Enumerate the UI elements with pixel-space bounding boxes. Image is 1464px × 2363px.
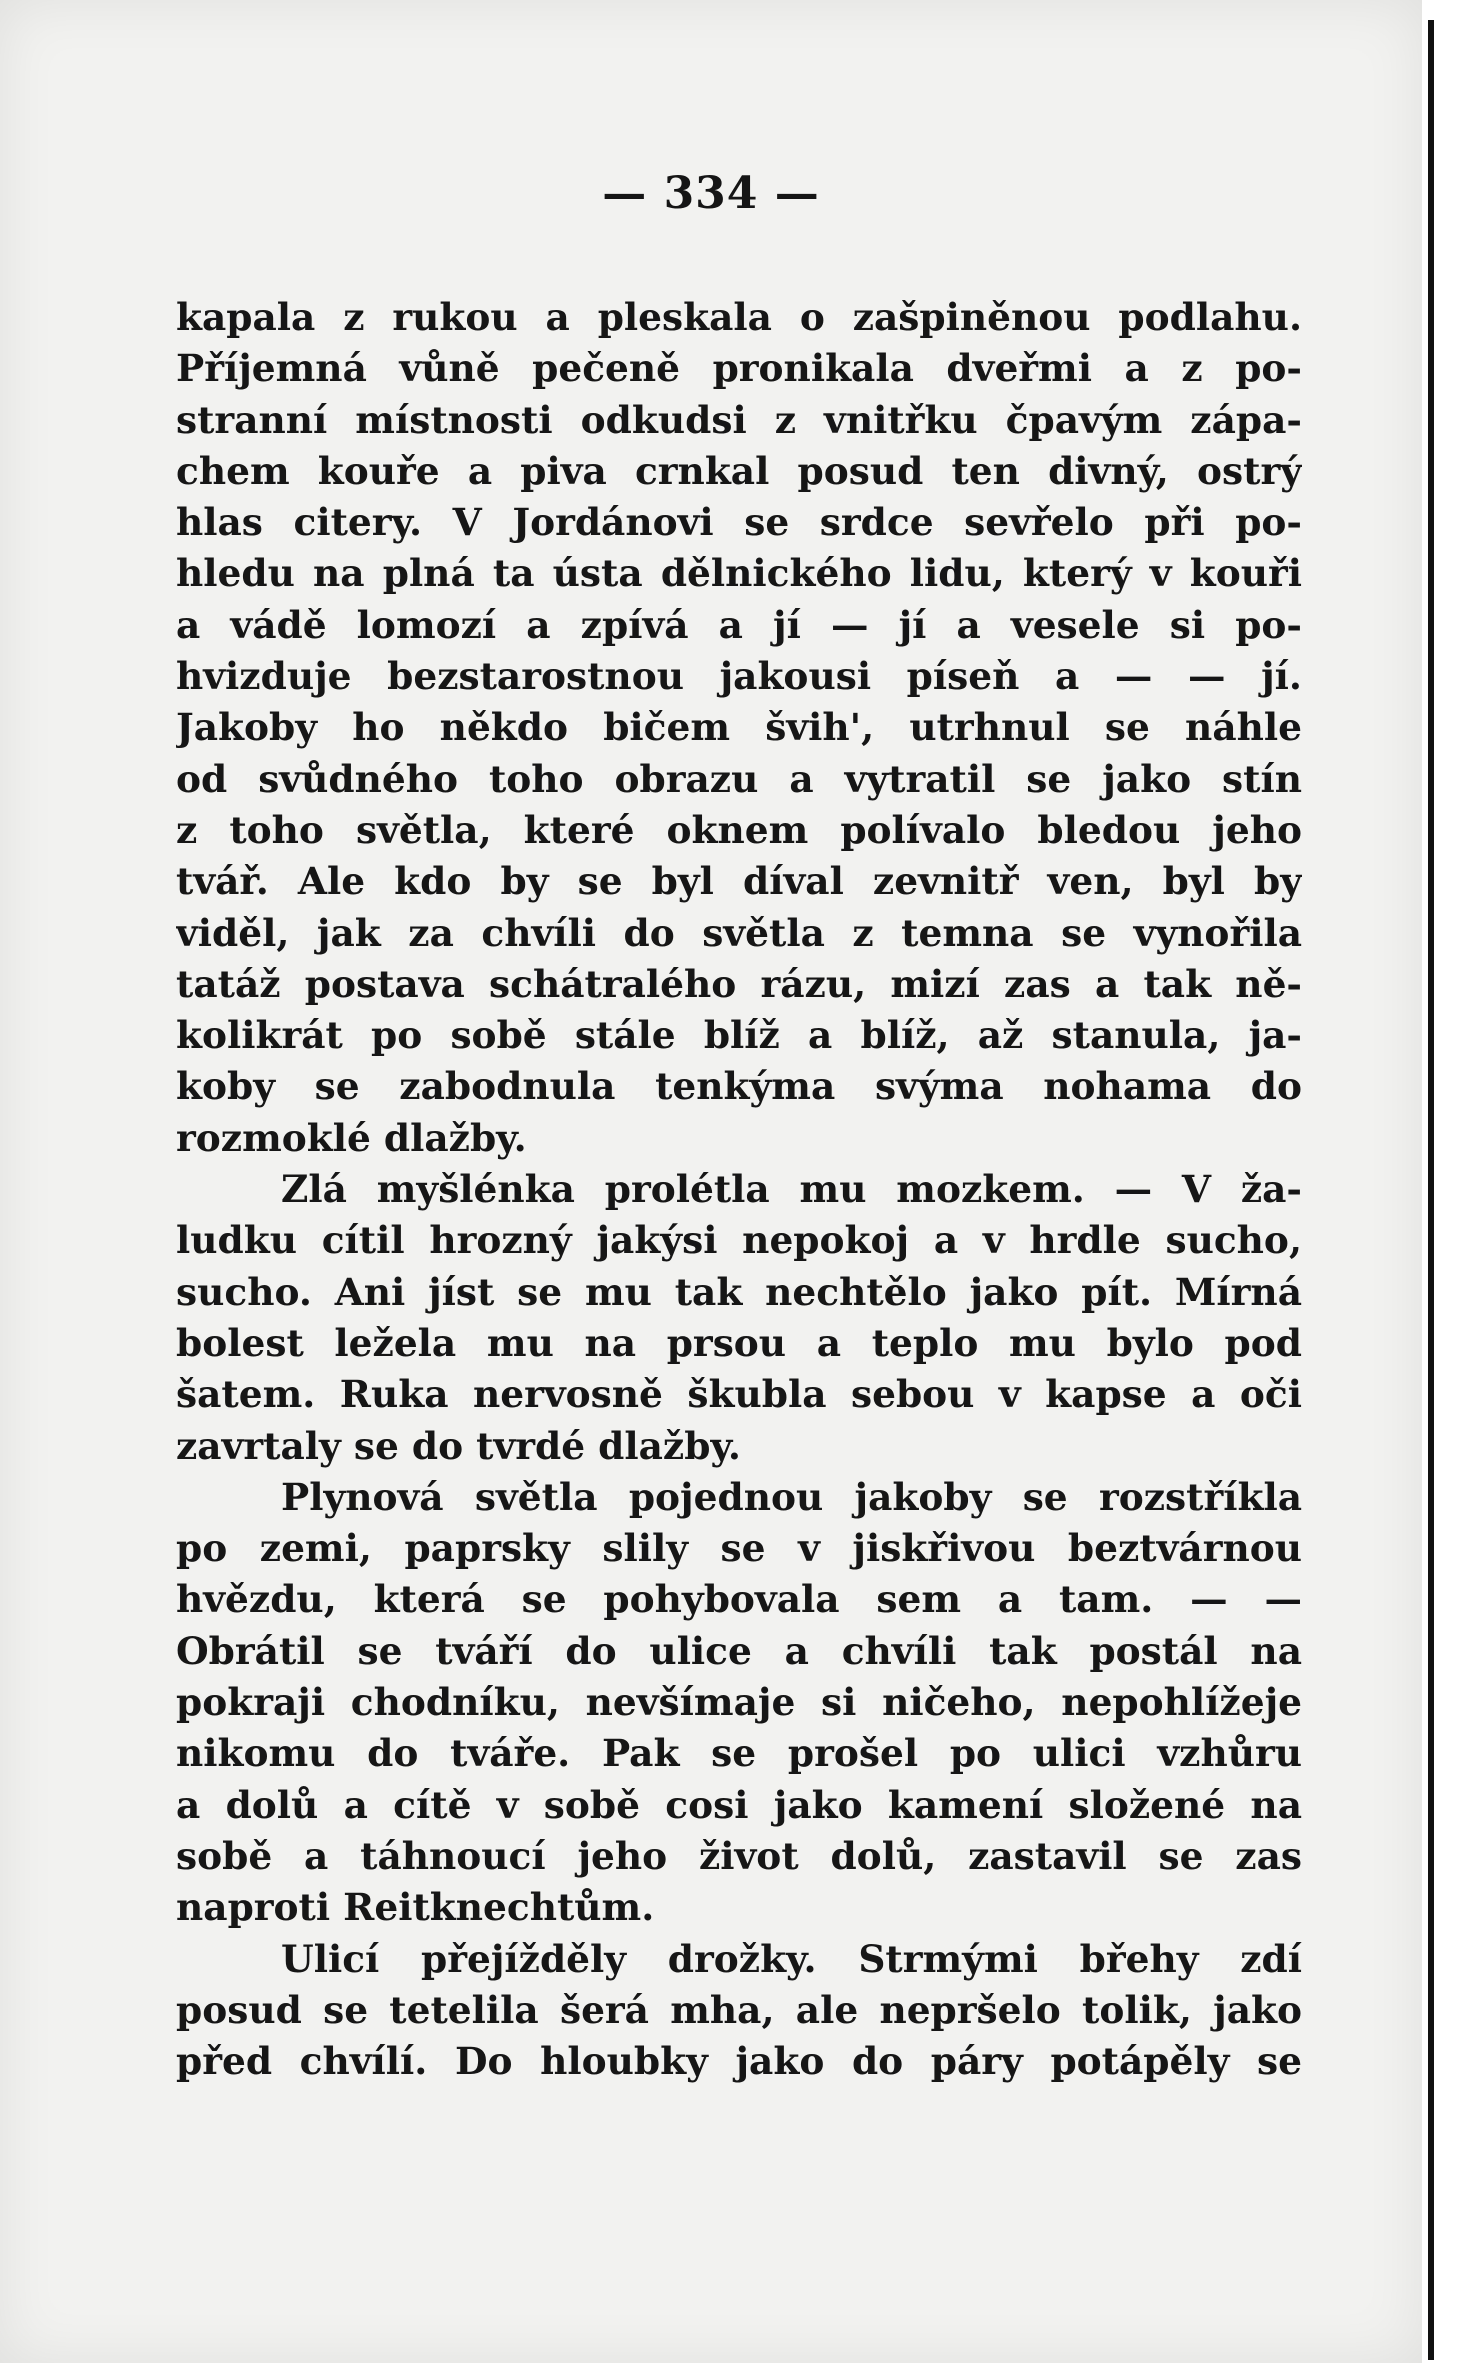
text-line: koby se zabodnula tenkýma svýma nohama do [176,1064,1302,1109]
text-line: Obrátil se tváří do ulice a chvíli tak postál na [176,1628,1302,1673]
text-line: zavrtaly se do tvrdé dlažby. [176,1423,741,1468]
text-line: kapala z rukou a pleskala o zašpiněnou podlahu. [176,295,1302,339]
text-line: kolikrát po sobě stále blíž a blíž, až stanula, ja- [176,1013,1302,1058]
text-line: od svůdného toho obrazu a vytratil se jako stín [176,756,1302,801]
text-line: nikomu do tváře. Pak se prošel po ulici vzhůru [176,1731,1302,1776]
text-line: před chvílí. Do hloubky jako do páry potápěly se [176,2039,1302,2084]
text-line: šatem. Ruka nervosně škubla sebou v kapse a oči [176,1372,1302,1417]
text-line: chem kouře a piva crnkal posud ten divný, ostrý [176,448,1302,493]
text-line: z toho světla, které oknem polívalo bledou jeho [176,807,1302,852]
text-line: ludku cítil hrozný jakýsi nepokoj a v hrdle sucho, [176,1218,1302,1263]
text-line: stranní místnosti odkudsi z vnitřku čpavým zápa- [176,397,1302,442]
text-line: hledu na plná ta ústa dělnického lidu, který v kouři [176,551,1302,596]
text-line: naproti Reitknechtům. [176,1885,655,1930]
text-line: a dolů a cítě v sobě cosi jako kamení složené na [176,1782,1302,1827]
text-line: tvář. Ale kdo by se byl díval zevnitř ven, byl by [176,859,1302,904]
text-line: rozmoklé dlažby. [176,1115,527,1160]
text-line: posud se tetelila šerá mha, ale nepršelo tolik, jako [176,1987,1302,2032]
text-line: Ulicí přejížděly drožky. Strmými břehy zdí [281,1936,1302,1981]
text-line: hlas citery. V Jordánovi se srdce sevřelo při po- [176,500,1302,545]
text-line: bolest ležela mu na prsou a teplo mu bylo pod [176,1320,1302,1365]
text-line: po zemi, paprsky slily se v jiskřivou beztvárnou [176,1526,1302,1571]
text-line: Plynová světla pojednou jakoby se rozstříkla [281,1474,1302,1519]
text-line: viděl, jak za chvíli do světla z temna se vynořila [176,910,1302,955]
text-line: sucho. Ani jíst se mu tak nechtělo jako pít. Mírná [176,1269,1302,1314]
body-text [176,292,1302,2087]
binding-edge-line [1428,20,1434,2360]
text-line: hvězdu, která se pohybovala sem a tam. — — [176,1577,1302,1622]
page-number: — 334 — [602,168,820,219]
text-line: a vádě lomozí a zpívá a jí — jí a vesele si po- [176,602,1302,647]
text-line: Jakoby ho někdo bičem švih', utrhnul se náhle [176,705,1302,750]
text-line: hvizduje bezstarostnou jakousi píseň a — — jí. [176,654,1302,699]
text-line: pokraji chodníku, nevšímaje si ničeho, nepohlížeje [176,1680,1302,1725]
text-line: Zlá myšlénka prolétla mu mozkem. — V ža- [281,1167,1302,1212]
text-line: Příjemná vůně pečeně pronikala dveřmi a z po- [176,346,1302,391]
text-line: sobě a táhnoucí jeho život dolů, zastavil se zas [176,1833,1302,1878]
text-line: tatáž postava schátralého rázu, mizí zas a tak ně- [176,961,1302,1006]
